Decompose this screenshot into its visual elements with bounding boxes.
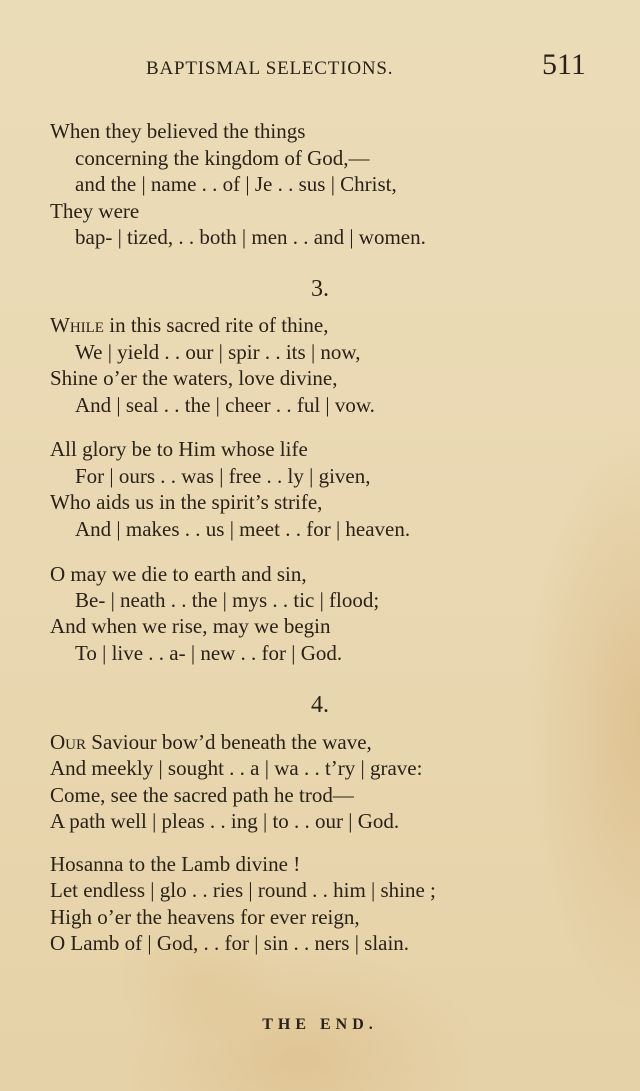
first-word: While: [50, 313, 104, 337]
verse-line: And meekly | sought . . a | wa . . t’ry | grave:: [50, 756, 423, 780]
verse-line: Come, see the sacred path he trod—: [50, 783, 354, 807]
running-title: BAPTISMAL SELECTIONS.: [146, 58, 394, 79]
verse-line: We | yield . . our | spir . . its | now,: [75, 340, 361, 364]
verse-line: When they believed the things: [50, 119, 306, 143]
verse-line: O Lamb of | God, . . for | sin . . ners | slain.: [50, 931, 410, 955]
verse-line: And | seal . . the | cheer . . ful | vow.: [75, 393, 375, 417]
verse-line: And | makes . . us | meet . . for | heaven.: [75, 517, 411, 541]
verse-line: concerning the kingdom of God,—: [75, 146, 370, 170]
verse-line: For | ours . . was | free . . ly | given,: [75, 464, 371, 488]
verse-line: Let endless | glo . . ries | round . . him | shine ;: [50, 878, 436, 902]
verse-line: [50, 312, 329, 338]
verse-line: To | live . . a- | new . . for | God.: [75, 641, 343, 665]
hymn-number: 3.: [311, 276, 329, 302]
verse-line: bap- | tized, . . both | men . . and | women.: [75, 225, 426, 249]
verse-line: High o’er the heavens for ever reign,: [50, 905, 360, 929]
verse-line: And when we rise, may we begin: [50, 614, 331, 638]
running-head: [0, 48, 640, 82]
verse-line: Hosanna to the Lamb divine !: [50, 852, 301, 876]
page-number: 511: [542, 48, 586, 81]
verse-line: [50, 729, 372, 755]
verse-text: Saviour bow’d beneath the wave,: [86, 730, 372, 754]
first-word: Our: [50, 730, 87, 754]
verse-line: They were: [50, 199, 140, 223]
verse-line: A path well | pleas . . ing | to . . our | God.: [50, 809, 400, 833]
hymn-number: 4.: [311, 692, 329, 718]
verse-line: Be- | neath . . the | mys . . tic | flood;: [75, 588, 380, 612]
verse-line: Shine o’er the waters, love divine,: [50, 366, 338, 390]
verse-line: All glory be to Him whose life: [50, 437, 308, 461]
verse-line: O may we die to earth and sin,: [50, 562, 307, 586]
the-end: THE END.: [262, 1016, 378, 1033]
verse-line: and the | name . . of | Je . . sus | Christ,: [75, 172, 397, 196]
verse-line: Who aids us in the spirit’s strife,: [50, 490, 323, 514]
verse-text: in this sacred rite of thine,: [103, 313, 329, 337]
